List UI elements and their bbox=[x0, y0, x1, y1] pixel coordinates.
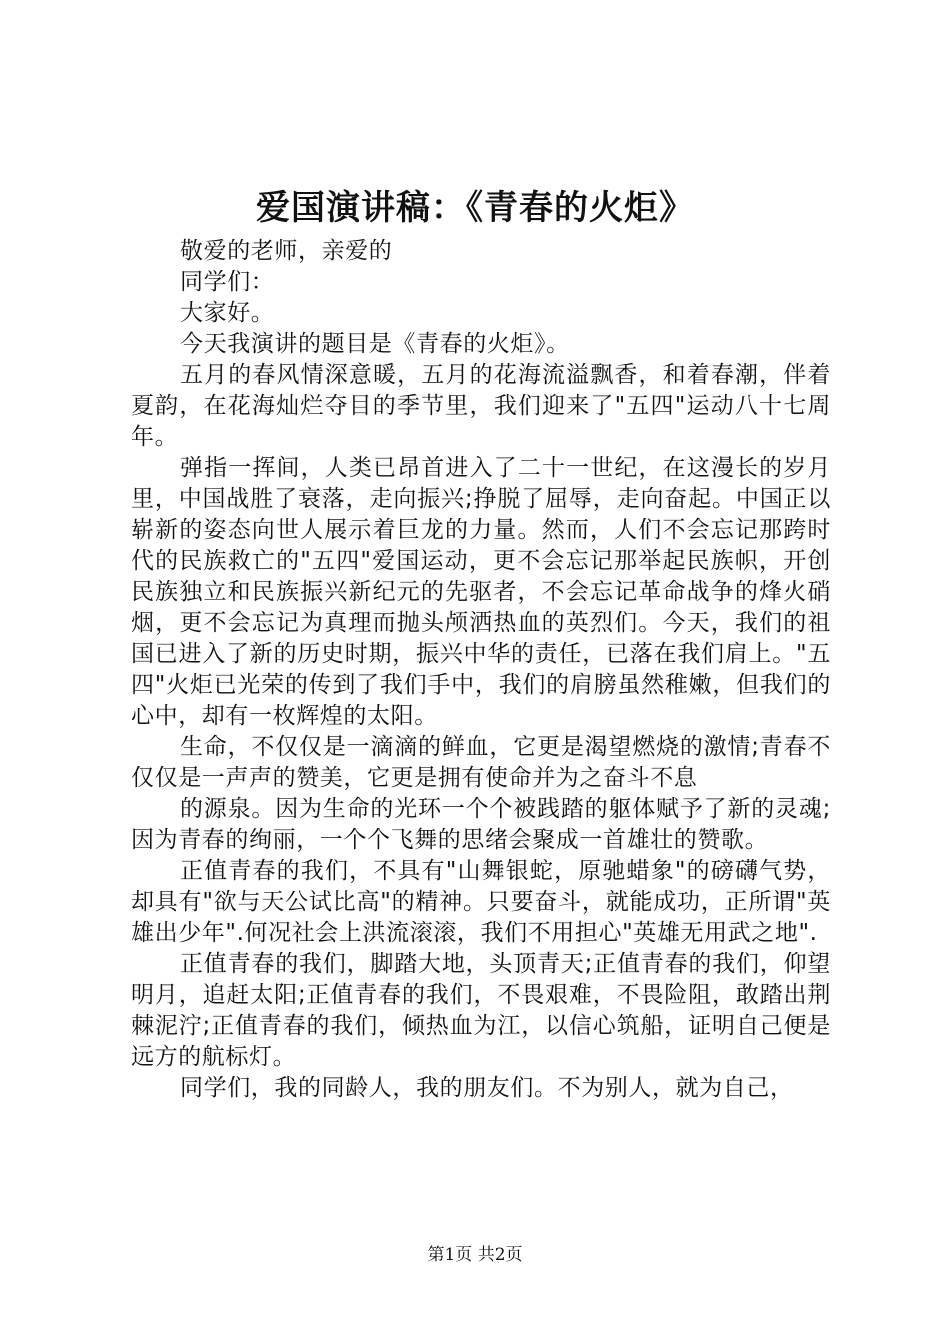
paragraph-history: 弹指一挥间，人类已昂首进入了二十一世纪，在这漫长的岁月里，中国战胜了衰落，走向振兴;挣脱了屈辱，走向奋起。中国正以崭新的姿态向世人展示着巨龙的力量。然而，人们不会忘记那跨时代的民族救亡的"五四"爱国运动，更不会忘记那举起民族帜，开创民族独立和民族振兴新纪元的先驱者，不会忘记革命战争的烽火硝烟，更不会忘记为真理而抛头颅洒热血的英烈们。今天，我们的祖国已进入了新的历史时期，振兴中华的责任，已落在我们肩上。"五四"火炬已光荣的传到了我们手中，我们的肩膀虽然稚嫩，但我们的心中，却有一枚辉煌的太阳。 bbox=[131, 455, 831, 729]
page-footer: 第1页 共2页 bbox=[427, 1245, 523, 1265]
document-body bbox=[131, 236, 831, 1104]
paragraph-youth-action: 正值青春的我们，脚踏大地，头顶青天;正值青春的我们，仰望明月，追赶太阳;正值青春的我们，不畏艰难，不畏险阻，敢踏出荆棘泥泞;正值青春的我们，倾热血为江，以信心筑船，证明自己便是远方的航标灯。 bbox=[131, 951, 831, 1070]
paragraph-source: 的源泉。因为生命的光环一个个被践踏的躯体赋予了新的灵魂;因为青春的绚丽，一个个飞舞的思绪会聚成一首雄壮的赞歌。 bbox=[131, 796, 831, 853]
paragraph-life: 生命，不仅仅是一滴滴的鲜血，它更是渴望燃烧的激情;青春不仅仅是一声声的赞美，它更是拥有使命并为之奋斗不息 bbox=[131, 734, 831, 791]
paragraph-greeting-1: 敬爱的老师，亲爱的 bbox=[180, 238, 393, 264]
paragraph-greeting-2: 同学们： bbox=[180, 269, 275, 295]
paragraph-youth-spirit: 正值青春的我们，不具有"山舞银蛇，原驰蜡象"的磅礴气势，却具有"欲与天公试比高"的精神。只要奋斗，就能成功，正所谓"英雄出少年".何况社会上洪流滚滚，我们不用担心"英雄无用武之地". bbox=[131, 858, 831, 946]
document-title: 爱国演讲稿：《青春的火炬》 bbox=[256, 188, 694, 228]
paragraph-may-spring: 五月的春风情深意暖，五月的花海流溢飘香，和着春潮，伴着夏韵，在花海灿烂夺目的季节里，我们迎来了"五四"运动八十七周年。 bbox=[131, 362, 831, 450]
paragraph-topic: 今天我演讲的题目是《青春的火炬》。 bbox=[180, 331, 570, 357]
paragraph-classmates: 同学们，我的同龄人，我的朋友们。不为别人，就为自己， bbox=[180, 1075, 794, 1101]
paragraph-hello: 大家好。 bbox=[180, 300, 275, 326]
